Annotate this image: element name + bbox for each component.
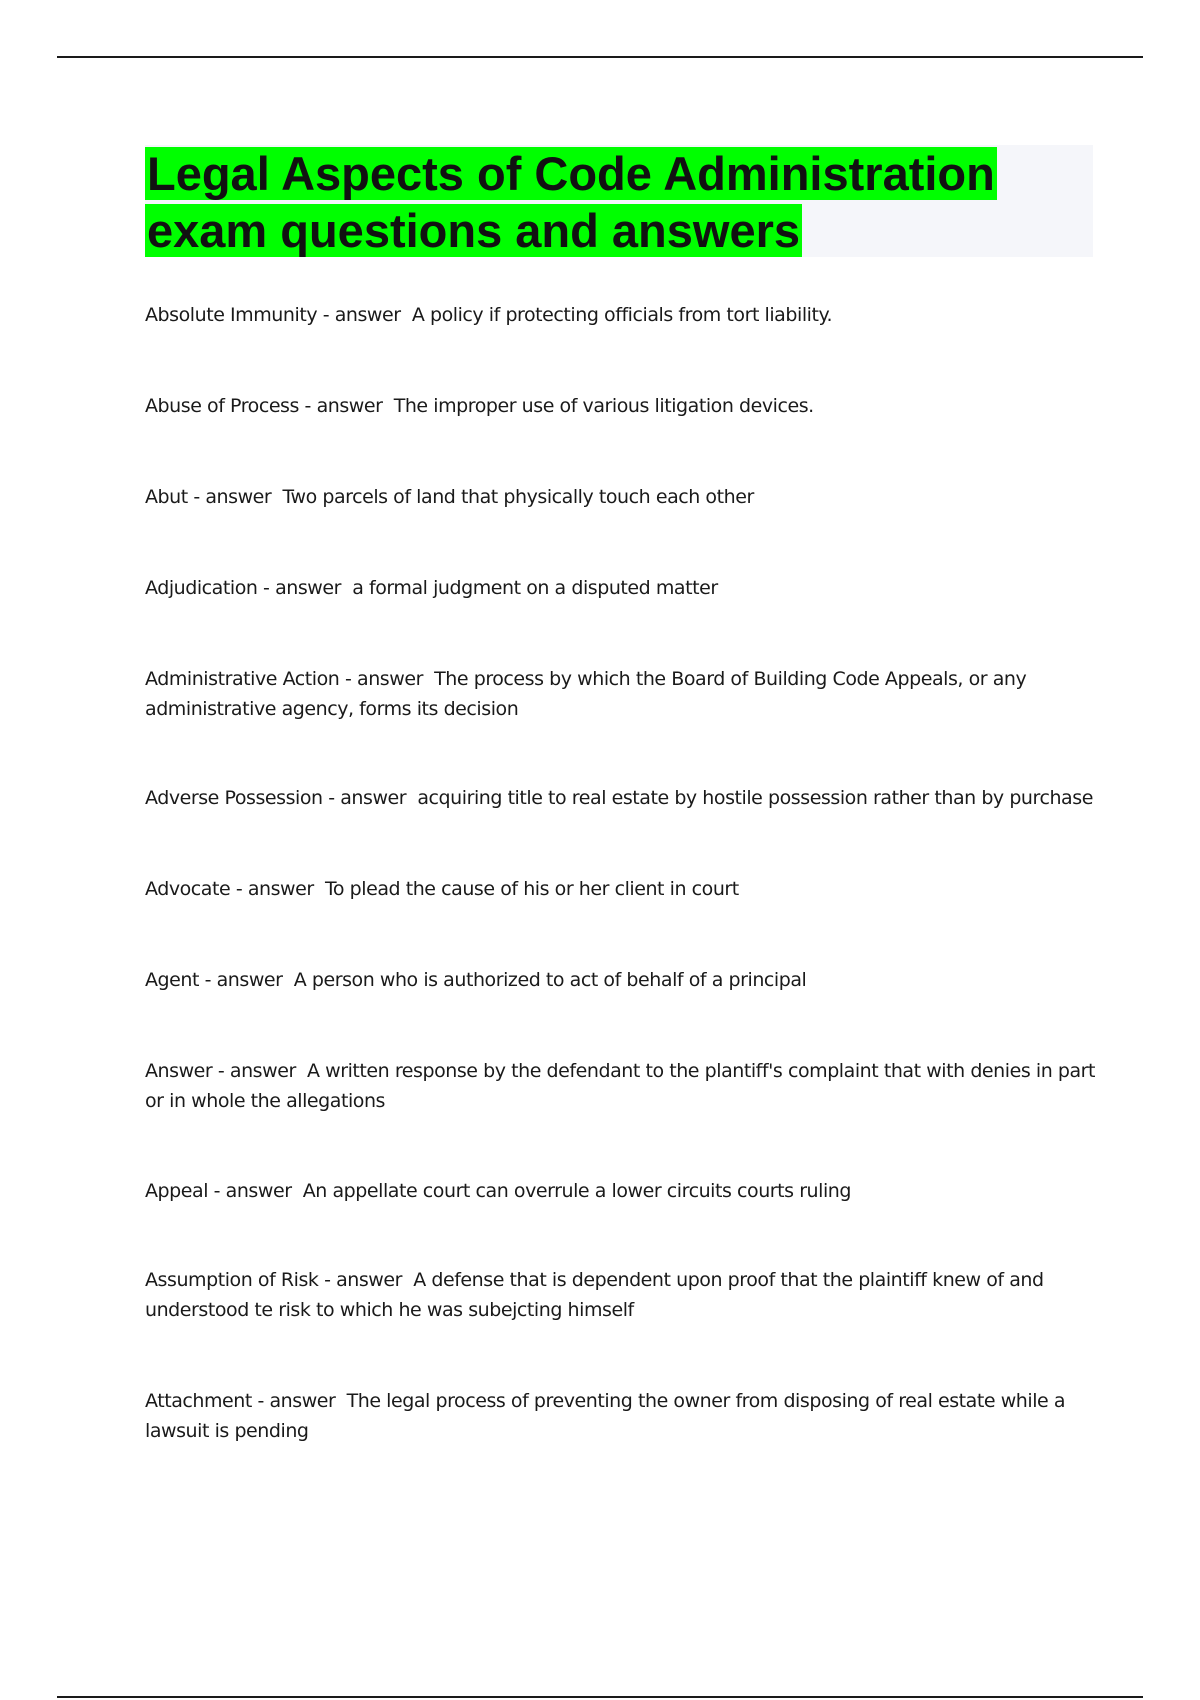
qa-entry-appeal: Appeal - answer An appellate court can overrule a lower circuits courts ruling [145,1176,1100,1206]
qa-entry-abut: Abut - answer Two parcels of land that physically touch each other [145,482,1100,512]
title-line-1: Legal Aspects of Code Administration [147,147,995,200]
qa-entry-adverse-possession: Adverse Possession - answer acquiring title to real estate by hostile possession rather than by purchase [145,783,1100,813]
document-title [145,145,1093,259]
top-rule [57,56,1143,58]
bottom-rule [57,1696,1143,1698]
qa-entry-administrative-action: Administrative Action - answer The process by which the Board of Building Code Appeals, or any administrative agency, forms its decision [145,664,1100,724]
qa-entry-abuse-of-process: Abuse of Process - answer The improper use of various litigation devices. [145,391,1100,421]
qa-entry-advocate: Advocate - answer To plead the cause of his or her client in court [145,874,1100,904]
qa-entry-absolute-immunity: Absolute Immunity - answer A policy if protecting officials from tort liability. [145,300,1100,330]
qa-entry-attachment: Attachment - answer The legal process of preventing the owner from disposing of real estate while a lawsuit is pending [145,1386,1100,1446]
title-block [145,145,1093,257]
qa-entry-adjudication: Adjudication - answer a formal judgment on a disputed matter [145,573,1100,603]
qa-entry-answer: Answer - answer A written response by the defendant to the plantiff's complaint that with denies in part or in whole the allegations [145,1056,1100,1116]
qa-entry-agent: Agent - answer A person who is authorized to act of behalf of a principal [145,965,1100,995]
qa-entry-assumption-of-risk: Assumption of Risk - answer A defense that is dependent upon proof that the plaintiff knew of and understood te risk to which he was subejcting himself [145,1265,1100,1325]
title-line-2: exam questions and answers [147,204,801,257]
